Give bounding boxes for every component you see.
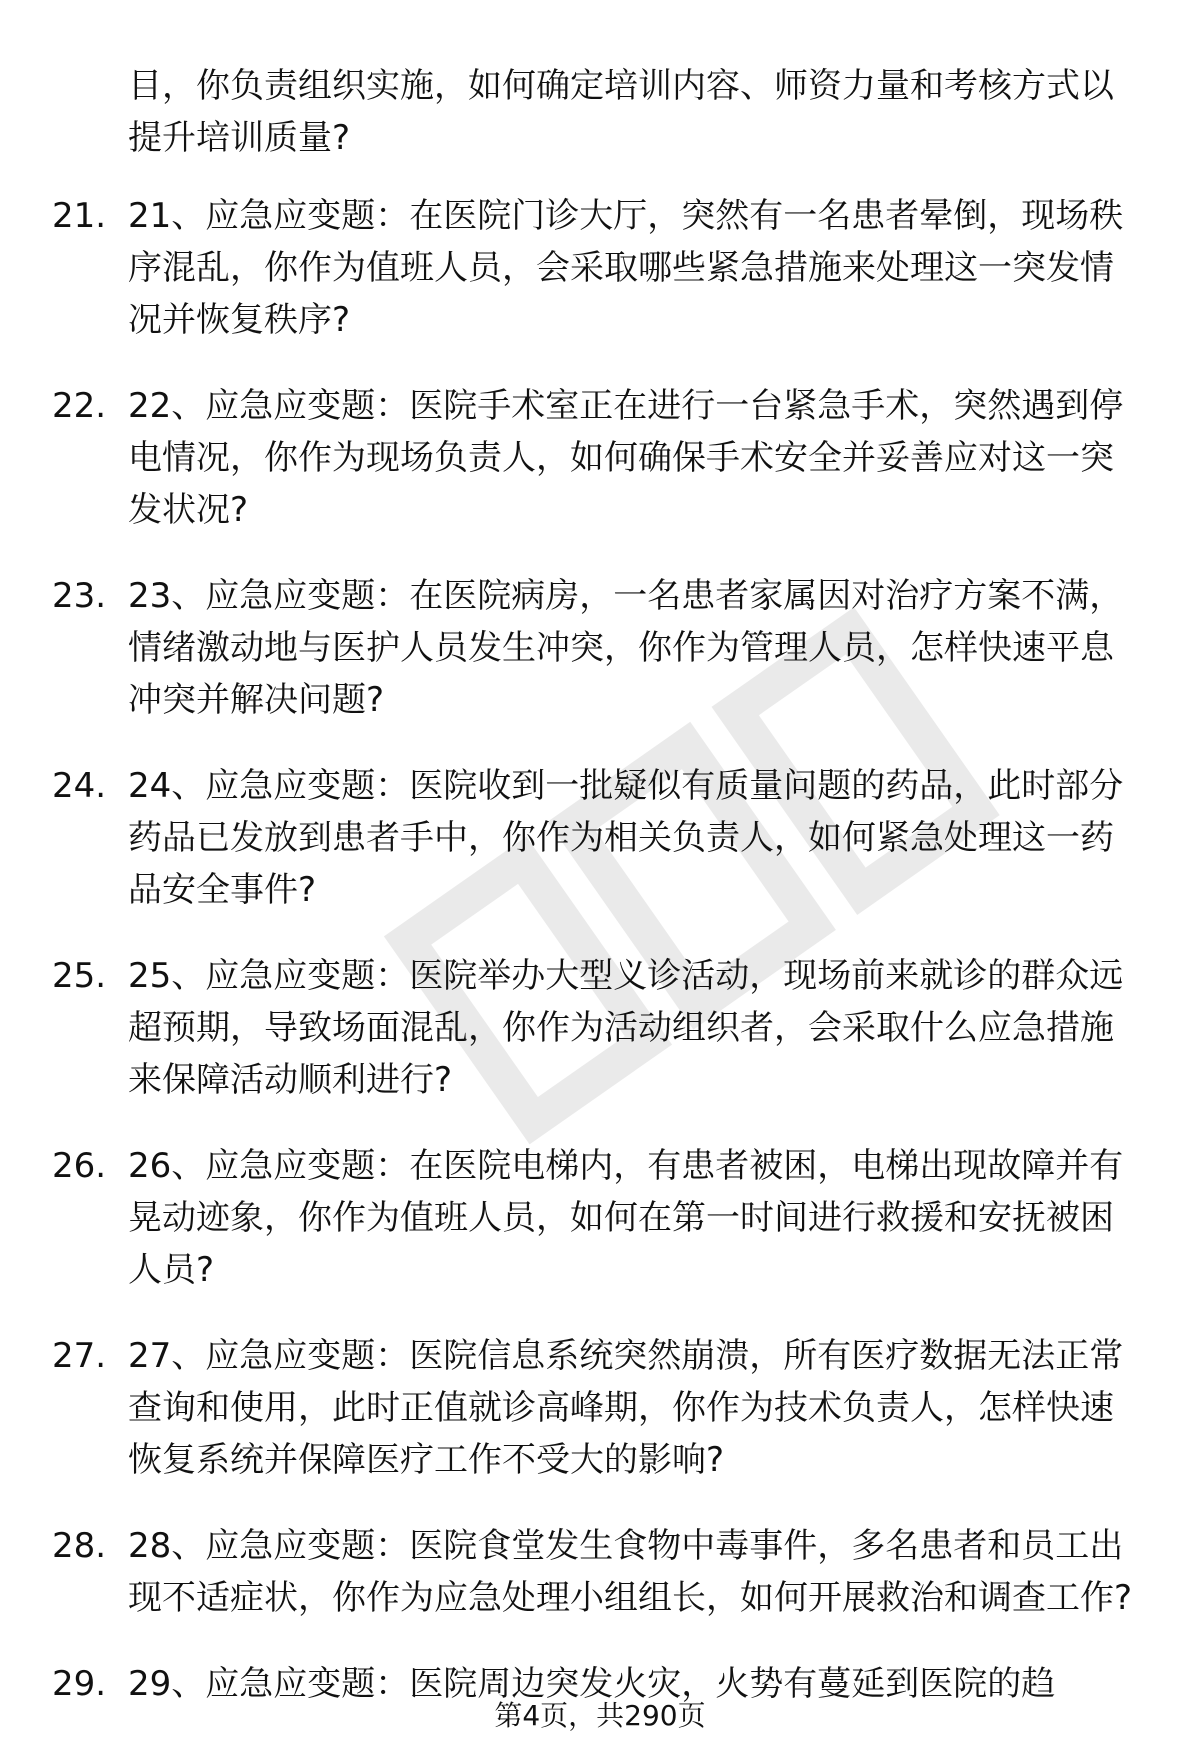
list-item [0,760,1200,916]
question-number: 27. [52,1336,107,1376]
page-footer: 第4页，共290页 [494,1699,706,1732]
question-number: 25. [52,956,107,996]
question-text: 27、应急应变题：医院信息系统突然崩溃，所有医疗数据无法正常查询和使用，此时正值就诊高峰期，你作为技术负责人，怎样快速恢复系统并保障医疗工作不受大的影响? [128,1336,1124,1480]
question-text: 21、应急应变题：在医院门诊大厅，突然有一名患者晕倒，现场秩序混乱，你作为值班人员，会采取哪些紧急措施来处理这一突发情况并恢复秩序? [128,196,1124,340]
question-text: 23、应急应变题：在医院病房，一名患者家属因对治疗方案不满，情绪激动地与医护人员发生冲突，你作为管理人员，怎样快速平息冲突并解决问题? [128,576,1124,720]
list-item [0,570,1200,726]
list-item [0,1520,1200,1624]
question-number: 28. [52,1526,107,1566]
question-number: 26. [52,1146,107,1186]
question-number: 24. [52,766,107,806]
list-item [0,380,1200,536]
question-text: 28、应急应变题：医院食堂发生食物中毒事件，多名患者和员工出现不适症状，你作为应急处理小组组长，如何开展救治和调查工作? [128,1526,1133,1618]
continuation-text: 目，你负责组织实施，如何确定培训内容、师资力量和考核方式以提升培训质量? [128,66,1114,158]
question-number: 29. [52,1664,107,1704]
list-item [0,950,1200,1106]
question-number: 22. [52,386,107,426]
question-number: 21. [52,196,107,236]
question-list [0,190,1200,1744]
question-text: 25、应急应变题：医院举办大型义诊活动，现场前来就诊的群众远超预期，导致场面混乱，你作为活动组织者，会采取什么应急措施来保障活动顺利进行? [128,956,1124,1100]
list-item [0,1330,1200,1486]
list-item [0,1140,1200,1296]
question-text: 26、应急应变题：在医院电梯内，有患者被困，电梯出现故障并有晃动迹象，你作为值班人员，如何在第一时间进行救援和安抚被困人员? [128,1146,1124,1290]
question-text: 24、应急应变题：医院收到一批疑似有质量问题的药品，此时部分药品已发放到患者手中，你作为相关负责人，如何紧急处理这一药品安全事件? [128,766,1124,910]
question-text: 22、应急应变题：医院手术室正在进行一台紧急手术，突然遇到停电情况，你作为现场负责人，如何确保手术安全并妥善应对这一突发状况? [128,386,1124,530]
question-number: 23. [52,576,107,616]
question-text: 29、应急应变题：医院周边突发火灾，火势有蔓延到医院的趋 [128,1664,1056,1704]
list-item [0,190,1200,346]
